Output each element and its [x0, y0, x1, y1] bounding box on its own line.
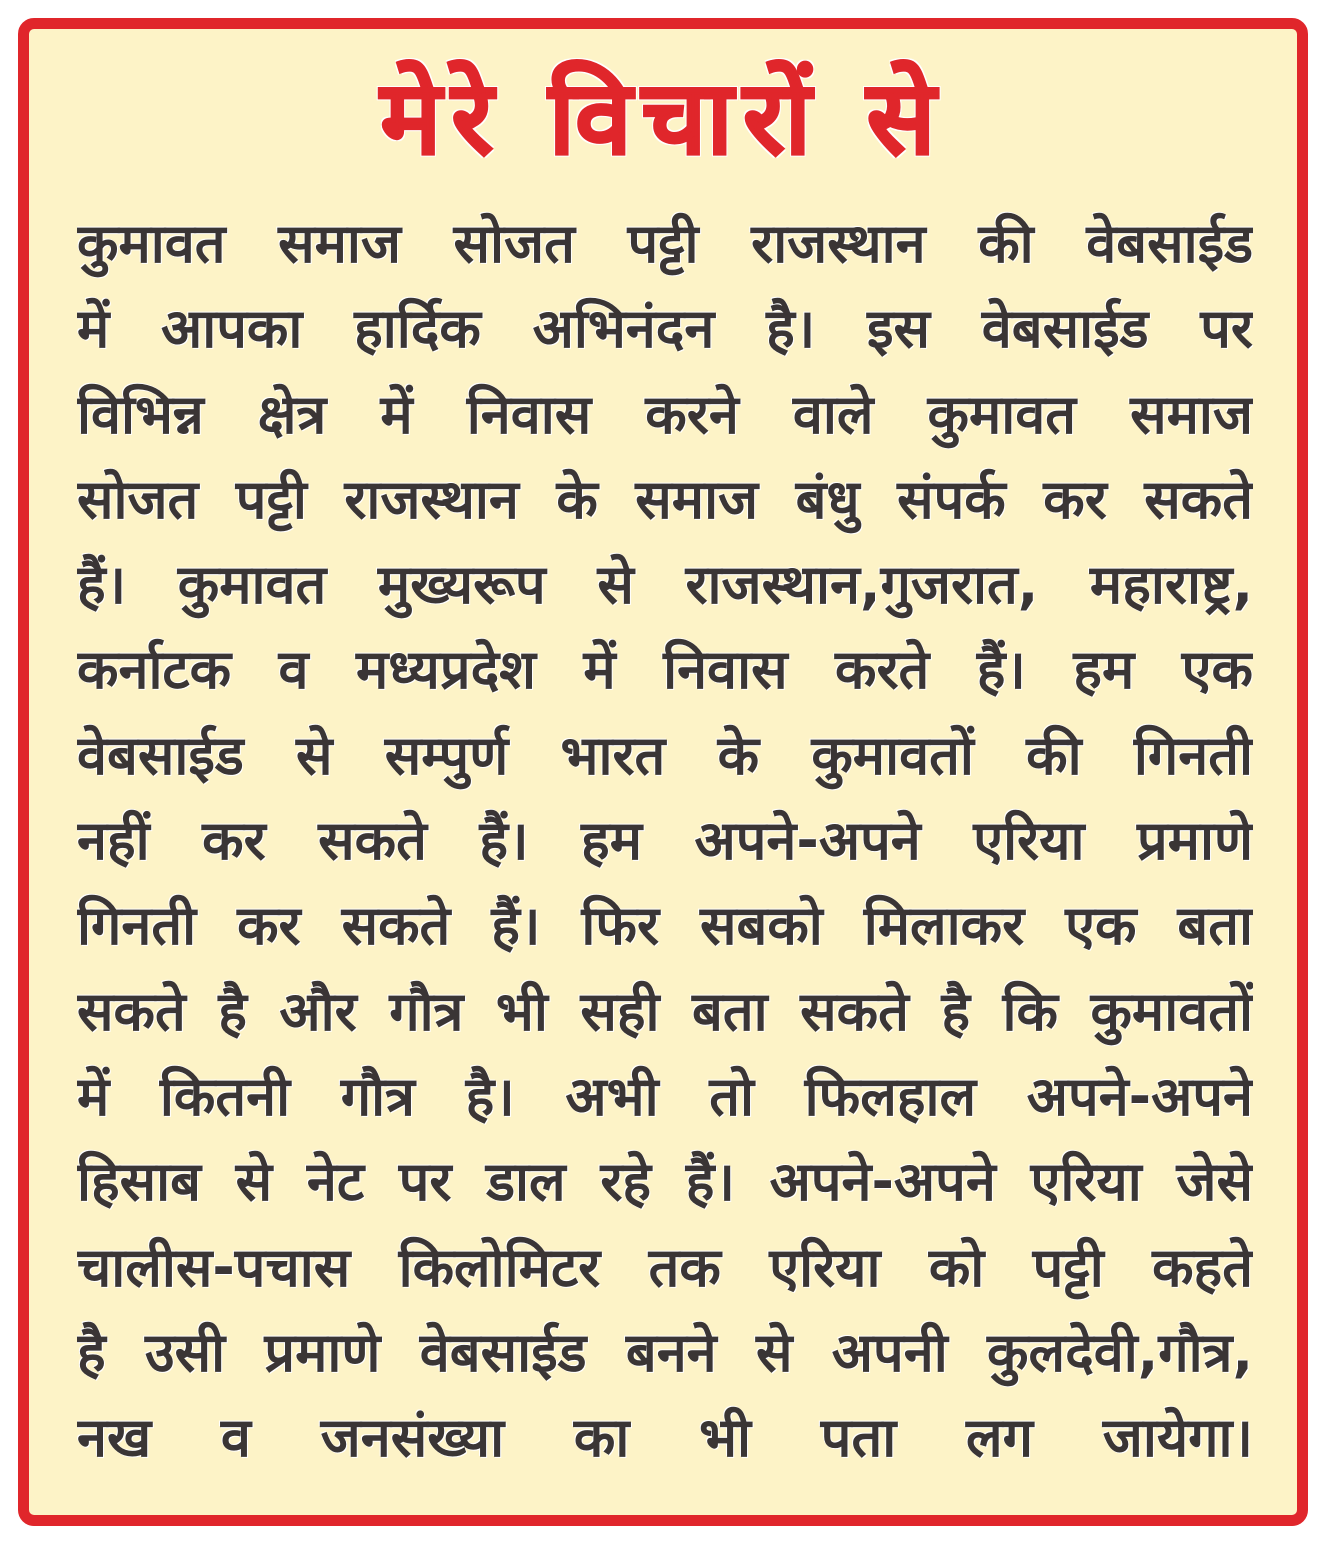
text-line: गिनती कर सकते हैं। फिर सबको मिलाकर एक बता [77, 894, 1253, 958]
text-line: कुमावत समाज सोजत पट्टी राजस्थान की वेबसाईड [77, 212, 1253, 275]
notice-frame [18, 18, 1308, 1526]
text-line: में आपका हार्दिक अभिनंदन है। इस वेबसाईड पर [77, 297, 1253, 361]
text-line: वेबसाईड से सम्पुर्ण भारत के कुमावतों की गिनती [77, 723, 1253, 787]
text-line: में कितनी गौत्र है। अभी तो फिलहाल अपने-अपने [77, 1064, 1253, 1128]
text-line: नहीं कर सकते हैं। हम अपने-अपने एरिया प्रमाणे [77, 809, 1253, 873]
text-line: हैं। कुमावत मुख्यरूप से राजस्थान,गुजरात, महाराष्ट्र, [77, 553, 1253, 617]
text-line: सोजत पट्टी राजस्थान के समाज बंधु संपर्क कर सकते [77, 467, 1253, 531]
text-line: विभिन्न क्षेत्र में निवास करने वाले कुमावत समाज [77, 382, 1253, 446]
text-line: सकते है और गौत्र भी सही बता सकते है कि कुमावतों [77, 979, 1253, 1043]
page-title: मेरे विचारों से [380, 59, 946, 178]
body-text [77, 201, 1253, 1480]
text-line: कर्नाटक व मध्यप्रदेश में निवास करते हैं। हम एक [77, 638, 1253, 702]
text-line: नख व जनसंख्या का भी पता लग जायेगा। [77, 1406, 1253, 1470]
text-line: हिसाब से नेट पर डाल रहे हैं। अपने-अपने एरिया जेसे [77, 1150, 1253, 1214]
text-line: है उसी प्रमाणे वेबसाईड बनने से अपनी कुलदेवी,गौत्र, [77, 1320, 1253, 1384]
text-line: चालीस-पचास किलोमिटर तक एरिया को पट्टी कहते [77, 1235, 1253, 1299]
